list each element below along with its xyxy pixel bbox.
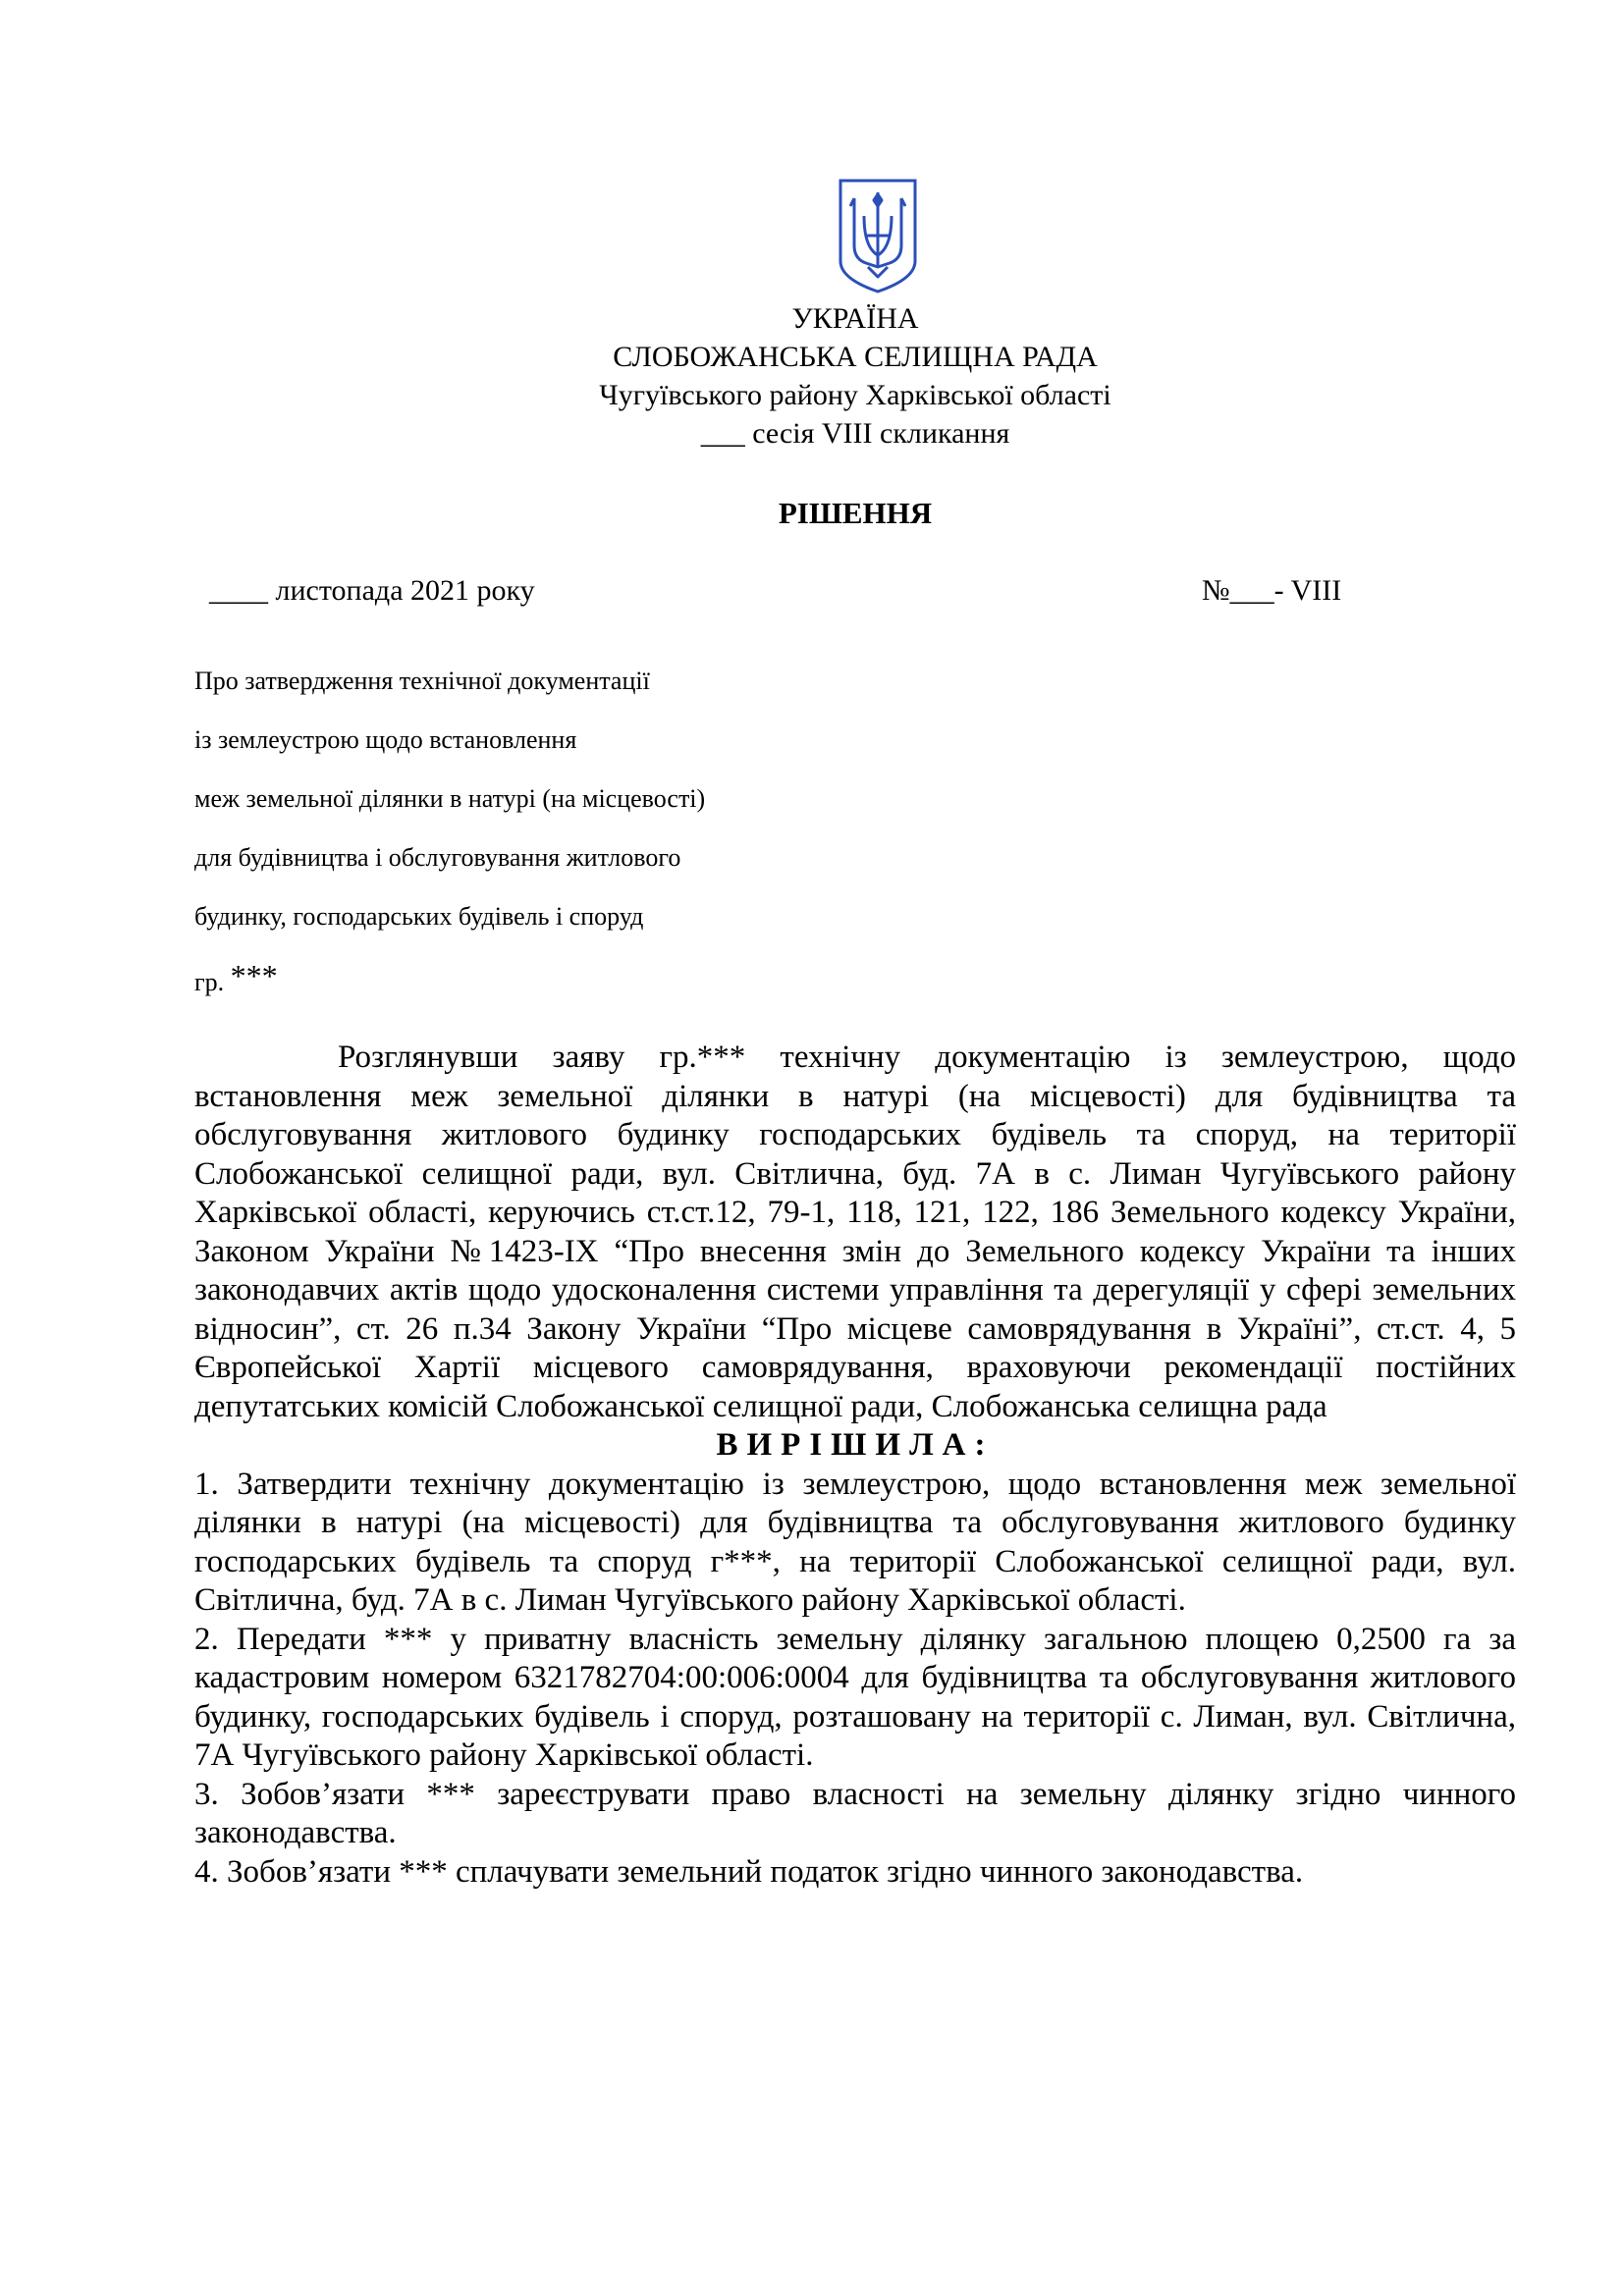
subject-line: із землеустрою щодо встановлення	[194, 725, 577, 754]
decided-heading: ВИРІШИЛА:	[716, 1427, 995, 1463]
decision-item: 2. Передати *** у приватну власність земельну ділянку загальною площею 0,2500 га за кадастровим номером 6321782704:00:006:0004 для будівництва та обслуговування житлового будинку, господарських будівель і споруд, розташовану на території с. Лиман, вул. Світлична, 7А Чугуївського району Харківської області.	[194, 1621, 1516, 1773]
decision-item: 4. Зобов’язати *** сплачувати земельний податок згідно чинного законодавства.	[194, 1853, 1304, 1890]
subject-line: для будівництва і обслуговування житлового	[194, 843, 681, 872]
header-session: ___ сесія VIII скликання	[700, 417, 1010, 450]
subject-person-prefix: гр.	[194, 968, 231, 996]
document-date: ____ листопада 2021 року	[209, 574, 535, 607]
document-number: №___- VIII	[1202, 574, 1342, 607]
preamble-paragraph: Розглянувши заяву гр.*** технічну документацію із землеустрою, щодо встановлення меж земельної ділянки в натурі (на місцевості) для будівництва та обслуговування житлового будинку господарських будівель та споруд, на території Слобожанської селищної ради, вул. Світлична, буд. 7А в с. Лиман Чугуївського району Харківської області, керуючись ст.ст.12, 79-1, 118, 121, 122, 186 Земельного кодексу України, Законом України №1423-ІХ “Про внесення змін до Земельного кодексу України та інших законодавчих актів щодо удосконалення системи управління та дерегуляції у сфері земельних відносин”, ст. 26 п.34 Закону України “Про місцеве самоврядування в Україні”, ст.ст. 4, 5 Європейської Хартії місцевого самоврядування, враховуючи рекомендації постійних депутатських комісій Слобожанської селищної ради, Слобожанська селищна рада	[194, 1040, 1516, 1424]
subject-line: меж земельної ділянки в натурі (на місцевості)	[194, 784, 706, 813]
subject-line-person	[194, 958, 705, 1017]
decision-body	[194, 1039, 1516, 1892]
subject-line: Про затвердження технічної документації	[194, 667, 650, 695]
decision-item: 1. Затвердити технічну документацію із землеустрою, щодо встановлення меж земельної ділянки в натурі (на місцевості) для будівництва та обслуговування житлового будинку господарських будівель та споруд г***, на території Слобожанської селищної ради, вул. Світлична, буд. 7А в с. Лиман Чугуївського району Харківської області.	[194, 1466, 1516, 1618]
header-council: СЛОБОЖАНСЬКА СЕЛИЩНА РАДА	[613, 341, 1098, 373]
header-country: УКРАЇНА	[791, 302, 919, 335]
subject-person-name: ***	[230, 958, 278, 993]
decision-item: 3. Зобов’язати *** зареєструвати право власності на земельну ділянку згідно чинного законодавства.	[194, 1776, 1516, 1850]
subject-block	[194, 664, 705, 1017]
trident-emblem-icon	[837, 177, 919, 294]
subject-line: будинку, господарських будівель і споруд	[194, 902, 644, 931]
document-title: РІШЕННЯ	[778, 496, 933, 530]
header-district: Чугуївського району Харківської області	[599, 379, 1111, 411]
